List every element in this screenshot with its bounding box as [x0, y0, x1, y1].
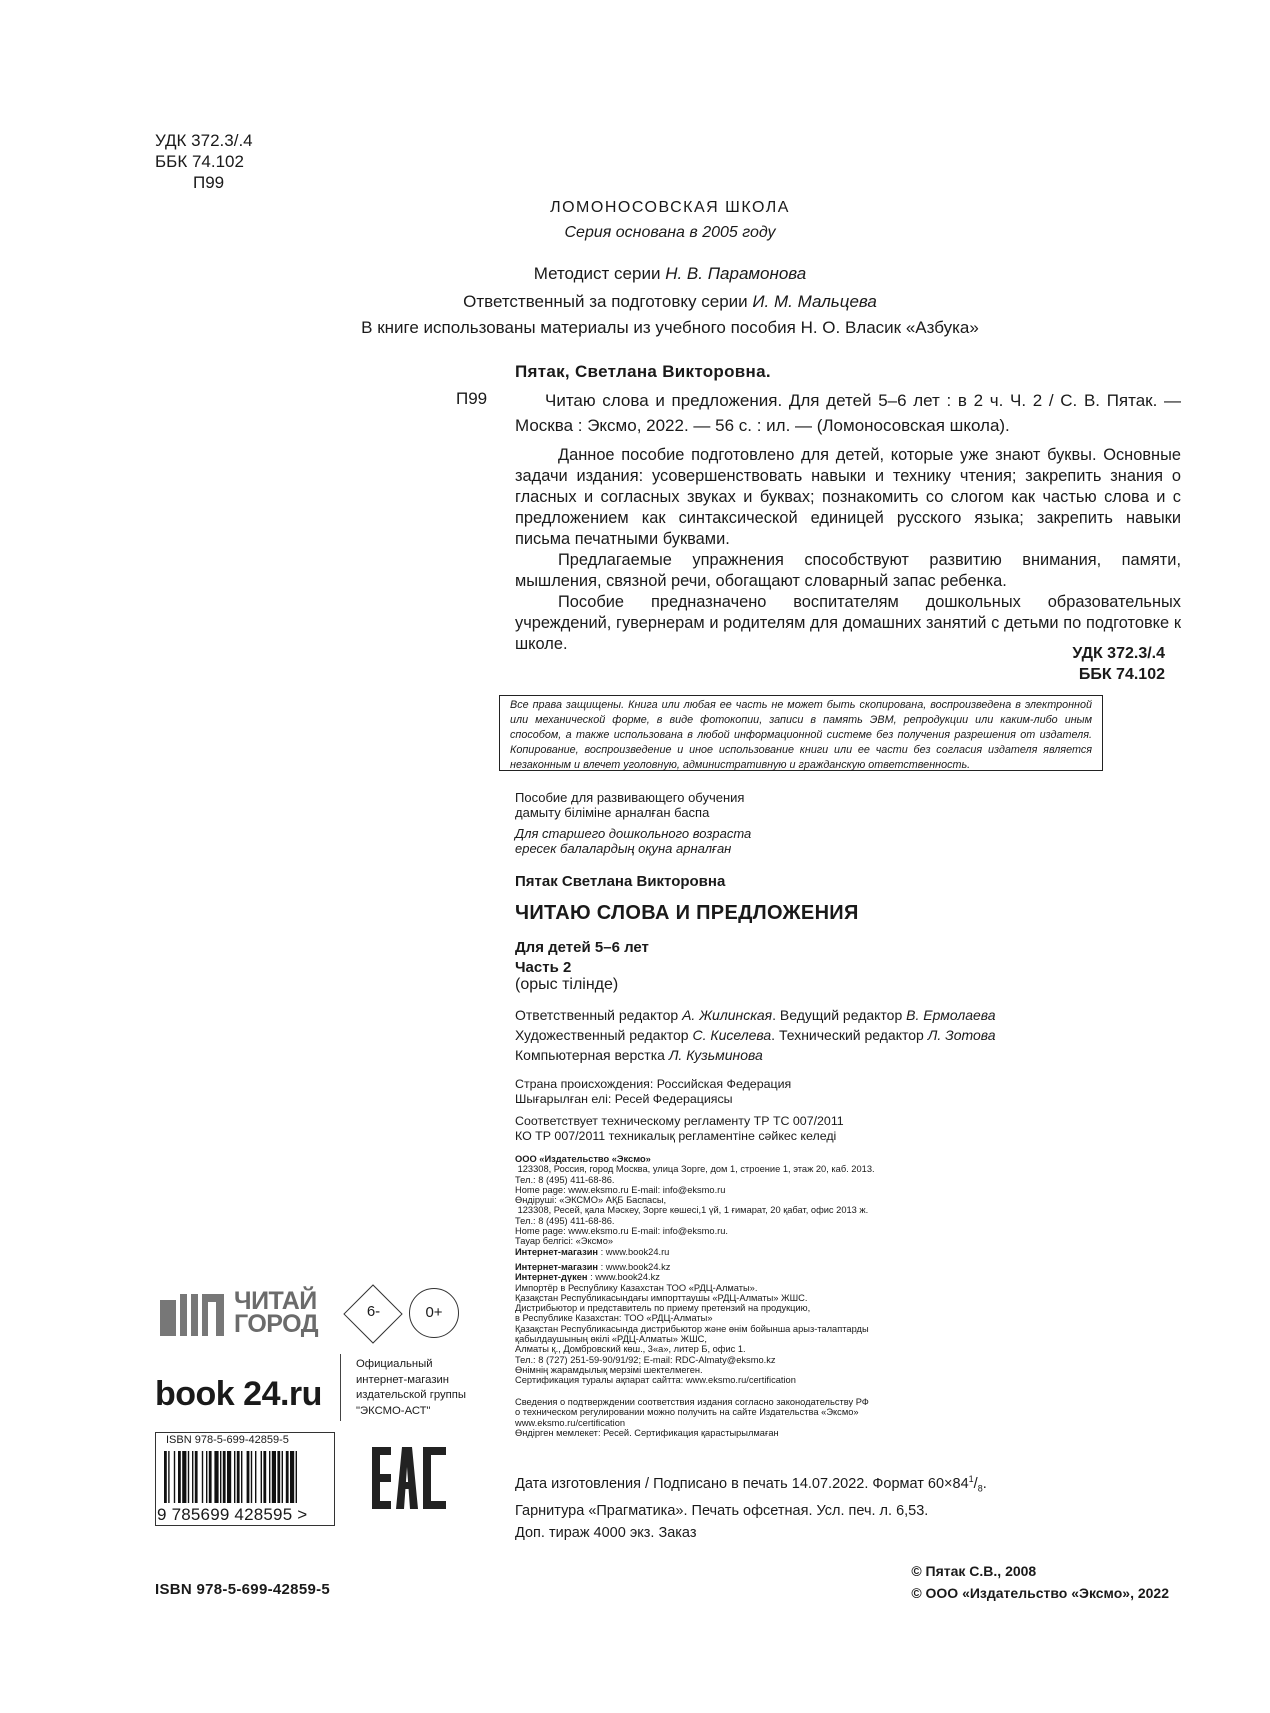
publisher-line: ООО «Издательство «Эксмо»: [515, 1154, 651, 1164]
copyright-author: © Пятак С.В., 2008: [911, 1563, 1037, 1579]
publisher-line: Тел.: 8 (495) 411-68-86.: [515, 1174, 615, 1185]
purpose-kz: дамыту біліміне арналған баспа: [515, 805, 710, 820]
barcode-isbn: ISBN 978-5-699-42859-5: [166, 1434, 289, 1446]
series-methodist: Методист серии Н. В. Парамонова: [533, 264, 807, 283]
publisher-line: Тел.: 8 (495) 411-68-86.: [515, 1215, 615, 1226]
print-info: [515, 1468, 987, 1544]
barcode-icon: [158, 1449, 336, 1511]
book-age-part: [515, 938, 649, 978]
annotation-paragraph: Данное пособие подготовлено для детей, которые уже знают буквы. Основные задачи издания: усовершенствовать навыки и технику чтения; закрепить знания о гласных и согласных звуках и буквах; познакомить со слогом как частью слова и с предложением как синтаксической единицей русского языка; закрепить навыки письма печатными буквами.: [515, 446, 1181, 548]
chitai-gorod-logo-icon: [160, 1294, 224, 1336]
editors-block: [515, 1005, 996, 1065]
publisher-info: [515, 1154, 1015, 1257]
country-ru: Страна происхождения: Российская Федерация: [515, 1077, 792, 1091]
editors-line: Компьютерная верстка Л. Кузьминова: [515, 1047, 763, 1063]
series-founded: Серия основана в 2005 году: [564, 224, 776, 241]
certification-info: [515, 1397, 1015, 1438]
author-sign: П99: [193, 173, 225, 192]
kz-line: Интернет-магазин : www.book24.kz: [515, 1262, 671, 1272]
annotation-paragraph: Пособие предназначено воспитателям дошкольных образовательных учреждений, гувернерам и родителям для домашних занятий с детьми по подготовке к школе.: [515, 593, 1181, 653]
publisher-line: Интернет-магазин : www.book24.ru: [515, 1246, 670, 1257]
series-responsible: Ответственный за подготовку серии И. М. Мальцева: [463, 292, 877, 311]
rights-notice: Все права защищены. Книга или любая ее часть не может быть скопирована, воспроизведена в электронной или механической форме, в виде фотокопии, записи в память ЭВМ, репродукции или каким-либо иным способом, а также использована в любой информационной системе без получения разрешения от издателя. Копирование, воспроизведение и иное использование книги или ее части без согласия издателя является незаконным и влечет уголовную, административную и гражданскую ответственность.: [499, 695, 1103, 771]
publisher-line: Өндіруші: «ЭКСМО» АҚБ Баспасы,: [515, 1195, 667, 1206]
isbn: ISBN 978-5-699-42859-5: [155, 1581, 331, 1598]
book24-divider: [340, 1354, 341, 1421]
kz-line: Қазақстан Республикасында дистрибьютор және өнім бойынша арыз-талаптарды: [515, 1323, 869, 1334]
publisher-line: Home page: www.eksmo.ru E-mail: info@eksmo.ru.: [515, 1226, 729, 1237]
book-part: Часть 2: [515, 959, 572, 976]
book-author: Пятак Светлана Викторовна: [515, 873, 726, 890]
copyright-block: [911, 1560, 1169, 1604]
age-rating-circle: 0+: [409, 1288, 459, 1338]
barcode-digits: 9 785699 428595 >: [157, 1505, 308, 1524]
bibliographic-author: Пятак, Светлана Викторовна.: [515, 362, 771, 381]
kz-line: Тел.: 8 (727) 251-59-90/91/92; E-mail: RDC-Almaty@eksmo.kz: [515, 1354, 776, 1365]
cert-line: о техническом регулировании можно получить на сайте Издательства «Эксмо»: [515, 1407, 859, 1418]
kz-line: Өнімнің жарамдылық мерзімі шектелмеген.: [515, 1364, 703, 1375]
materials-note: В книге использованы материалы из учебного пособия Н. О. Власик «Азбука»: [361, 318, 979, 337]
cert-line: www.eksmo.ru/certification: [515, 1417, 626, 1428]
publisher-line: 123308, Ресей, қала Мәскеу, Зорге көшесі,1 үй, 1 ғимарат, 20 қабат, офис 2013 ж.: [517, 1205, 869, 1216]
print-line: Гарнитура «Прагматика». Печать офсетная. Усл. печ. л. 6,53.: [515, 1502, 929, 1519]
kz-line: Алматы қ., Домбровский көш., 3«а», литер Б, офис 1.: [515, 1344, 746, 1355]
publisher-line: 123308, Россия, город Москва, улица Зорге, дом 1, строение 1, этаж 20, каб. 2013.: [517, 1164, 875, 1175]
udk-code: УДК 372.3/.4: [155, 131, 253, 150]
editors-line: Художественный редактор С. Киселева. Технический редактор Л. Зотова: [515, 1027, 996, 1043]
purpose-ru: Пособие для развивающего обучения: [515, 790, 745, 805]
publisher-line: Home page: www.eksmo.ru E-mail: info@eksmo.ru: [515, 1184, 726, 1195]
book-title: ЧИТАЮ СЛОВА И ПРЕДЛОЖЕНИЯ: [515, 902, 859, 924]
eac-mark-icon: [372, 1447, 446, 1509]
age-group-ru: Для старшего дошкольного возраста: [515, 826, 752, 841]
kz-line: Интернет-дүкен : www.book24.kz: [515, 1272, 660, 1283]
print-line: Дата изготовления / Подписано в печать 14.07.2022. Формат $60\times 84^1/_8$.: [515, 1474, 987, 1494]
cert-line: Өндірген мемлекет: Ресей. Сертификация қарастырылмаған: [515, 1427, 779, 1438]
book24-info: Официальный интернет-магазин издательской группы "ЭКСМО-АСТ": [356, 1358, 467, 1417]
regulation-ru: Соответствует техническому регламенту ТР ТС 007/2011: [515, 1114, 844, 1128]
print-line: Доп. тираж 4000 экз. Заказ: [515, 1524, 697, 1541]
editors-line: Ответственный редактор А. Жилинская. Ведущий редактор В. Ермолаева: [515, 1007, 996, 1023]
kz-line: Импортёр в Республику Казахстан ТОО «РДЦ-Алматы».: [515, 1282, 758, 1293]
age-rating-label: 6-: [366, 1303, 381, 1320]
age-group-kz: ересек балалардың оқуна арналған: [515, 841, 732, 856]
book24-logo: book 24.ru: [155, 1375, 322, 1413]
book-age: Для детей 5–6 лет: [515, 939, 649, 956]
country-kz: Шығарылған елі: Ресей Федерациясы: [515, 1092, 733, 1106]
classification-block: [155, 130, 253, 193]
bibliographic-author-sign: П99: [456, 389, 488, 408]
kz-line: Сертификация туралы ақпарат сайтта: www.eksmo.ru/certification: [515, 1375, 796, 1386]
kz-line: қабылдаушының өкілі «РДЦ-Алматы» ЖШС,: [515, 1334, 707, 1345]
publisher-line: Тауар белгісі: «Эксмо»: [515, 1236, 614, 1247]
annotation-paragraph: Предлагаемые упражнения способствуют развитию внимания, памяти, мышления, связной речи, обогащают словарный запас ребенка.: [515, 551, 1181, 590]
kazakhstan-info: [515, 1262, 1015, 1386]
bbk-code-right: ББК 74.102: [1078, 666, 1165, 683]
bbk-code: ББК 74.102: [155, 152, 244, 171]
bibliographic-description: Читаю слова и предложения. Для детей 5–6 лет : в 2 ч. Ч. 2 / С. В. Пятак. — Москва : Эксмо, 2022. — 56 с. : ил. — (Ломоносовская школа).: [515, 391, 1181, 435]
series-name: ЛОМОНОСОВСКАЯ ШКОЛА: [550, 199, 790, 216]
annotation: [515, 445, 1181, 655]
regulation-kz: КО ТР 007/2011 техникалық регламентіне сәйкес келеді: [515, 1129, 837, 1143]
udk-right-block: [1072, 643, 1165, 685]
kz-line: в Республике Казахстан: ТОО «РДЦ-Алматы»: [515, 1313, 713, 1324]
chitai-gorod-logo-text: ЧИТАЙ ГОРОД: [234, 1287, 319, 1338]
udk-code-right: УДК 372.3/.4: [1072, 645, 1165, 662]
kz-line: Қазақстан Республикасындағы импорттаушы «РДЦ-Алматы» ЖШС.: [515, 1292, 808, 1303]
cert-line: Сведения о подтверждении соответствия издания согласно законодательству РФ: [515, 1397, 869, 1407]
copyright-publisher: © ООО «Издательство «Эксмо», 2022: [911, 1585, 1169, 1601]
kz-line: Дистрибьютор и представитель по приему претензий на продукцию,: [515, 1303, 811, 1314]
book-language: (орыс тілінде): [515, 976, 619, 993]
